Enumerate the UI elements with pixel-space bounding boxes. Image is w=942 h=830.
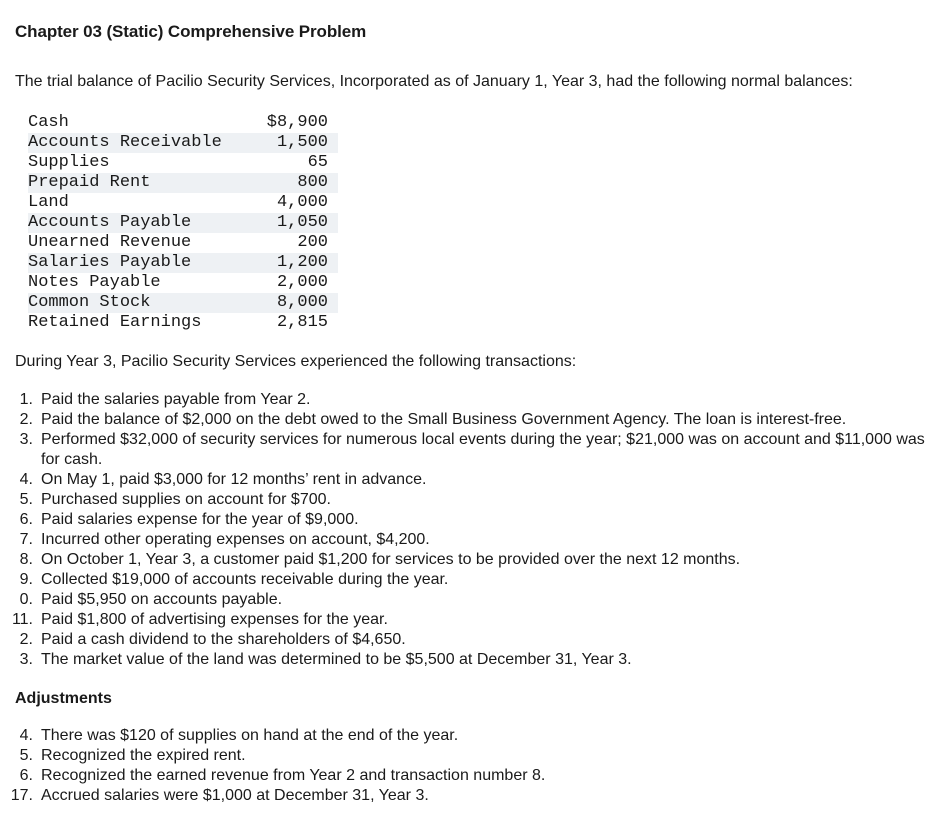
account-amount: 8,000 <box>276 293 328 312</box>
item-number: 2. <box>19 631 33 648</box>
table-row <box>28 133 338 153</box>
item-text: Incurred other operating expenses on account, $4,200. <box>41 531 430 548</box>
item-number: 5. <box>19 747 33 764</box>
list-item <box>9 610 934 630</box>
account-amount: 1,200 <box>276 253 328 272</box>
item-number: 2. <box>19 411 33 428</box>
item-text: Purchased supplies on account for $700. <box>41 491 331 508</box>
list-item <box>9 490 934 510</box>
account-name: Prepaid Rent <box>28 173 151 192</box>
account-name: Notes Payable <box>28 273 161 292</box>
list-item <box>9 746 934 766</box>
item-text: Performed $32,000 of security services for numerous local events during the year; $21,000 was on account and $11,000 was for cash. <box>41 431 925 468</box>
list-item <box>9 766 934 786</box>
table-row <box>28 313 338 333</box>
transactions-intro: During Year 3, Pacilio Security Services experienced the following transactions: <box>15 353 577 370</box>
list-item <box>9 570 934 590</box>
item-number: 4. <box>19 471 33 488</box>
item-number: 11. <box>11 611 33 628</box>
account-amount: $8,900 <box>266 113 328 132</box>
item-text: Paid the salaries payable from Year 2. <box>41 391 311 408</box>
account-name: Cash <box>28 113 69 132</box>
item-text: Accrued salaries were $1,000 at December 31, Year 3. <box>41 787 429 804</box>
list-item <box>9 390 934 410</box>
table-row <box>28 153 338 173</box>
transaction-list <box>9 390 934 670</box>
item-text: On October 1, Year 3, a customer paid $1,200 for services to be provided over the next 12 months. <box>41 551 741 568</box>
item-number: 6. <box>19 767 33 784</box>
list-item <box>9 430 934 470</box>
list-item <box>9 786 934 806</box>
table-row <box>28 273 338 293</box>
account-name: Salaries Payable <box>28 253 192 272</box>
item-text: Recognized the expired rent. <box>41 747 246 764</box>
item-text: Recognized the earned revenue from Year 2 and transaction number 8. <box>41 767 546 784</box>
account-name: Common Stock <box>28 293 151 312</box>
list-item <box>9 470 934 490</box>
item-text: Paid the balance of $2,000 on the debt owed to the Small Business Government Agency. The loan is interest-free. <box>41 411 847 428</box>
trial-balance-table <box>28 113 338 333</box>
item-text: Collected $19,000 of accounts receivable during the year. <box>41 571 449 588</box>
item-text: Paid a cash dividend to the shareholders of $4,650. <box>41 631 406 648</box>
account-amount: 4,000 <box>276 193 328 212</box>
account-name: Retained Earnings <box>28 313 202 332</box>
item-number: 8. <box>19 551 33 568</box>
account-name: Accounts Payable <box>28 213 192 232</box>
item-text: The market value of the land was determined to be $5,500 at December 31, Year 3. <box>41 651 632 668</box>
table-row <box>28 113 338 133</box>
adjustments-heading: Adjustments <box>15 690 112 707</box>
list-item <box>9 410 934 430</box>
account-amount: 1,500 <box>276 133 328 152</box>
page-title: Chapter 03 (Static) Comprehensive Problem <box>15 22 367 41</box>
list-item <box>9 530 934 550</box>
table-row <box>28 233 338 253</box>
list-item <box>9 550 934 570</box>
adjustment-list <box>9 726 934 806</box>
item-number: 3. <box>19 431 33 448</box>
account-amount: 1,050 <box>276 213 328 232</box>
account-amount: 2,000 <box>276 273 328 292</box>
item-text: There was $120 of supplies on hand at the end of the year. <box>41 727 459 744</box>
list-item <box>9 590 934 610</box>
item-number: 7. <box>19 531 33 548</box>
item-text: Paid salaries expense for the year of $9,000. <box>41 511 359 528</box>
table-row <box>28 193 338 213</box>
item-number: 6. <box>19 511 33 528</box>
table-row <box>28 293 338 313</box>
table-row <box>28 213 338 233</box>
account-name: Supplies <box>28 153 110 172</box>
table-row <box>28 173 338 193</box>
item-number: 17. <box>10 787 33 804</box>
item-number: 1. <box>19 391 33 408</box>
item-number: 4. <box>19 727 33 744</box>
item-text: Paid $1,800 of advertising expenses for the year. <box>41 611 388 628</box>
item-number: 9. <box>19 571 33 588</box>
item-number: 5. <box>19 491 33 508</box>
list-item <box>9 650 934 670</box>
account-amount: 200 <box>297 233 328 252</box>
list-item <box>9 510 934 530</box>
item-text: On May 1, paid $3,000 for 12 months’ rent in advance. <box>41 471 427 488</box>
intro-text: The trial balance of Pacilio Security Services, Incorporated as of January 1, Year 3, had the following normal balances: <box>15 73 853 90</box>
account-name: Land <box>28 193 69 212</box>
account-name: Accounts Receivable <box>28 133 222 152</box>
list-item <box>9 726 934 746</box>
item-number: 3. <box>19 651 33 668</box>
account-amount: 2,815 <box>276 313 328 332</box>
item-number: 0. <box>19 591 33 608</box>
table-row <box>28 253 338 273</box>
account-name: Unearned Revenue <box>28 233 192 252</box>
account-amount: 800 <box>297 173 328 192</box>
account-amount: 65 <box>307 153 328 172</box>
item-text: Paid $5,950 on accounts payable. <box>41 591 283 608</box>
list-item <box>9 630 934 650</box>
